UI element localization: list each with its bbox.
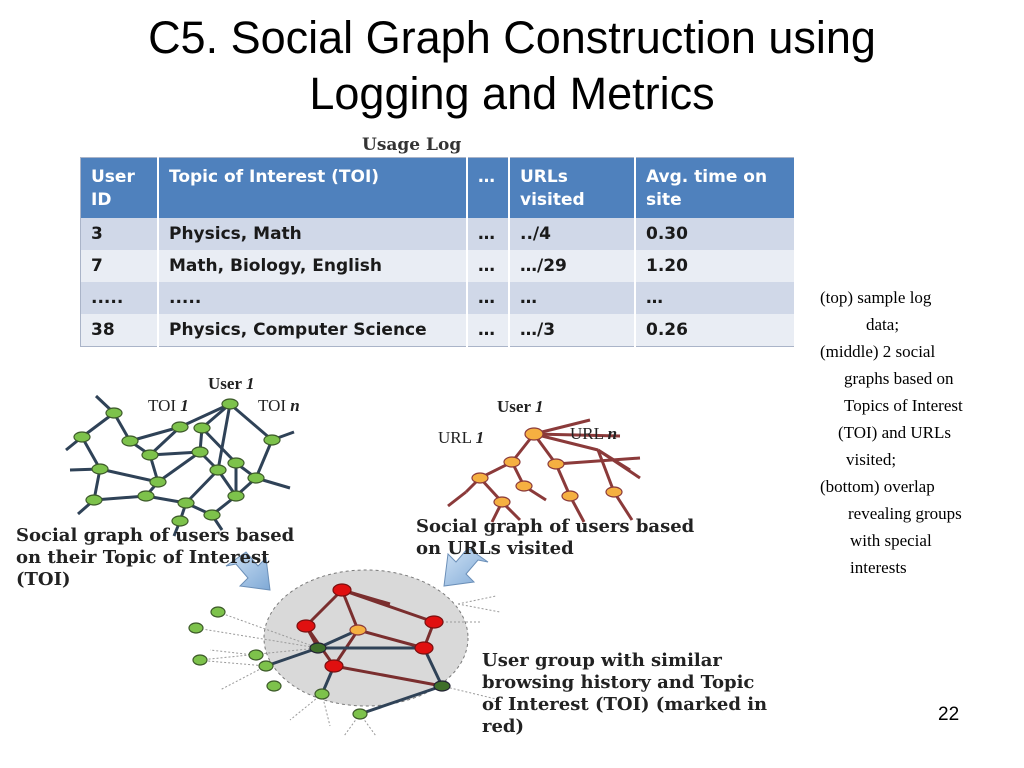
graph-node xyxy=(193,655,207,665)
cell-ellipsis: … xyxy=(467,282,509,314)
graph-node xyxy=(194,423,210,433)
side-notes xyxy=(820,284,1020,581)
side-note-line: (middle) 2 social xyxy=(820,342,936,361)
usage-log-caption: Usage Log xyxy=(362,135,462,155)
graph-node xyxy=(297,620,315,632)
toi-social-graph xyxy=(66,396,294,536)
slide-title-line-2: Logging and Metrics xyxy=(309,68,715,119)
graph-node xyxy=(106,408,122,418)
graph-edge xyxy=(448,492,466,506)
graph-edge xyxy=(158,452,200,482)
graph-node xyxy=(150,477,166,487)
graph-node xyxy=(472,473,488,483)
graph-node xyxy=(192,447,208,457)
url-first-label: URL 1 xyxy=(438,428,485,447)
cell-urls: …/3 xyxy=(509,314,635,347)
url-user-index: 1 xyxy=(534,397,544,416)
graph-node xyxy=(325,660,343,672)
side-note-line: interests xyxy=(850,558,907,577)
graph-node xyxy=(525,428,543,440)
graph-node xyxy=(516,481,532,491)
graph-node xyxy=(211,607,225,617)
url-last-index: n xyxy=(607,424,618,443)
graph-node xyxy=(249,650,263,660)
graph-node xyxy=(504,457,520,467)
cell-urls: …/29 xyxy=(509,250,635,282)
toi-last-label: TOI n xyxy=(258,396,300,415)
graph-node xyxy=(228,491,244,501)
cell-topic: ..... xyxy=(158,282,467,314)
graph-node xyxy=(210,465,226,475)
cell-avg-time: 0.26 xyxy=(635,314,795,347)
side-note-line: data; xyxy=(866,315,900,334)
graph-edge xyxy=(556,458,640,464)
graph-node xyxy=(222,399,238,409)
url-first-index: 1 xyxy=(475,428,485,447)
side-note-line: visited; xyxy=(846,450,897,469)
graph-node xyxy=(92,464,108,474)
toi-first-label: TOI 1 xyxy=(148,396,189,415)
side-note-line: (top) sample log xyxy=(820,288,932,307)
graph-edge xyxy=(186,470,218,503)
url-last-label: URL n xyxy=(570,424,618,443)
graph-node xyxy=(606,487,622,497)
side-note-line: with special xyxy=(850,531,932,550)
side-note-line: revealing groups xyxy=(848,504,962,523)
graph-edge xyxy=(220,666,266,690)
url-user-label: User 1 xyxy=(497,397,544,416)
column-header-user-id: User ID xyxy=(81,158,159,219)
column-header-avg-time: Avg. time on site xyxy=(635,158,795,219)
cell-user-id: 38 xyxy=(81,314,159,347)
cell-avg-time: 0.30 xyxy=(635,218,795,250)
toi-graph-caption: Social graph of users based on their Topic of Interest (TOI) xyxy=(16,525,295,590)
overlap-graph-caption: User group with similar browsing history and Topic of Interest (TOI) (marked in red) xyxy=(482,650,768,737)
toi-first-index: 1 xyxy=(180,396,189,415)
graph-node xyxy=(178,498,194,508)
cell-topic: Math, Biology, English xyxy=(158,250,467,282)
cell-urls: ../4 xyxy=(509,218,635,250)
url-graph-caption: Social graph of users based on URLs visited xyxy=(416,516,695,559)
graph-node xyxy=(122,436,138,446)
graph-node xyxy=(138,491,154,501)
graph-node xyxy=(74,432,90,442)
toi-user-index: 1 xyxy=(245,374,255,393)
graph-edge xyxy=(210,650,254,655)
column-header-topic: Topic of Interest (TOI) xyxy=(158,158,467,219)
graph-node xyxy=(350,625,366,635)
graph-node xyxy=(315,689,329,699)
graph-node xyxy=(228,458,244,468)
graph-edge xyxy=(458,604,500,612)
side-note-line: (bottom) overlap xyxy=(820,477,935,496)
cell-avg-time: 1.20 xyxy=(635,250,795,282)
cell-topic: Physics, Computer Science xyxy=(158,314,467,347)
graph-edge xyxy=(256,440,272,478)
toi-user-label: User 1 xyxy=(208,374,255,393)
graph-node xyxy=(548,459,564,469)
cell-user-id: 7 xyxy=(81,250,159,282)
graph-node xyxy=(204,510,220,520)
graph-node xyxy=(248,473,264,483)
graph-node xyxy=(142,450,158,460)
side-note-line: graphs based on xyxy=(844,369,954,388)
graph-node xyxy=(333,584,351,596)
overlap-social-graph xyxy=(189,570,500,736)
cell-topic: Physics, Math xyxy=(158,218,467,250)
side-note-line: Topics of Interest xyxy=(844,396,963,415)
column-header-ellipsis: … xyxy=(467,158,509,219)
cell-user-id: ..... xyxy=(81,282,159,314)
toi-last-index: n xyxy=(290,396,300,415)
cell-ellipsis: … xyxy=(467,218,509,250)
slide-number: 22 xyxy=(938,704,960,725)
graph-node xyxy=(494,497,510,507)
graph-node xyxy=(189,623,203,633)
column-header-urls: URLs visited xyxy=(509,158,635,219)
graph-edge xyxy=(100,469,158,482)
graph-node xyxy=(259,661,273,671)
graph-node xyxy=(434,681,450,691)
cell-avg-time: … xyxy=(635,282,795,314)
graph-node xyxy=(425,616,443,628)
graph-node xyxy=(264,435,280,445)
graph-edge xyxy=(458,596,496,604)
graph-node xyxy=(562,491,578,501)
graph-node xyxy=(415,642,433,654)
side-note-line: (TOI) and URLs xyxy=(838,423,951,442)
graph-node xyxy=(172,422,188,432)
graph-node xyxy=(353,709,367,719)
cell-urls: … xyxy=(509,282,635,314)
cell-user-id: 3 xyxy=(81,218,159,250)
cell-ellipsis: … xyxy=(467,314,509,347)
graph-node xyxy=(86,495,102,505)
graph-node xyxy=(310,643,326,653)
slide-title-line-1: C5. Social Graph Construction using xyxy=(148,12,876,63)
graph-node xyxy=(267,681,281,691)
cell-ellipsis: … xyxy=(467,250,509,282)
